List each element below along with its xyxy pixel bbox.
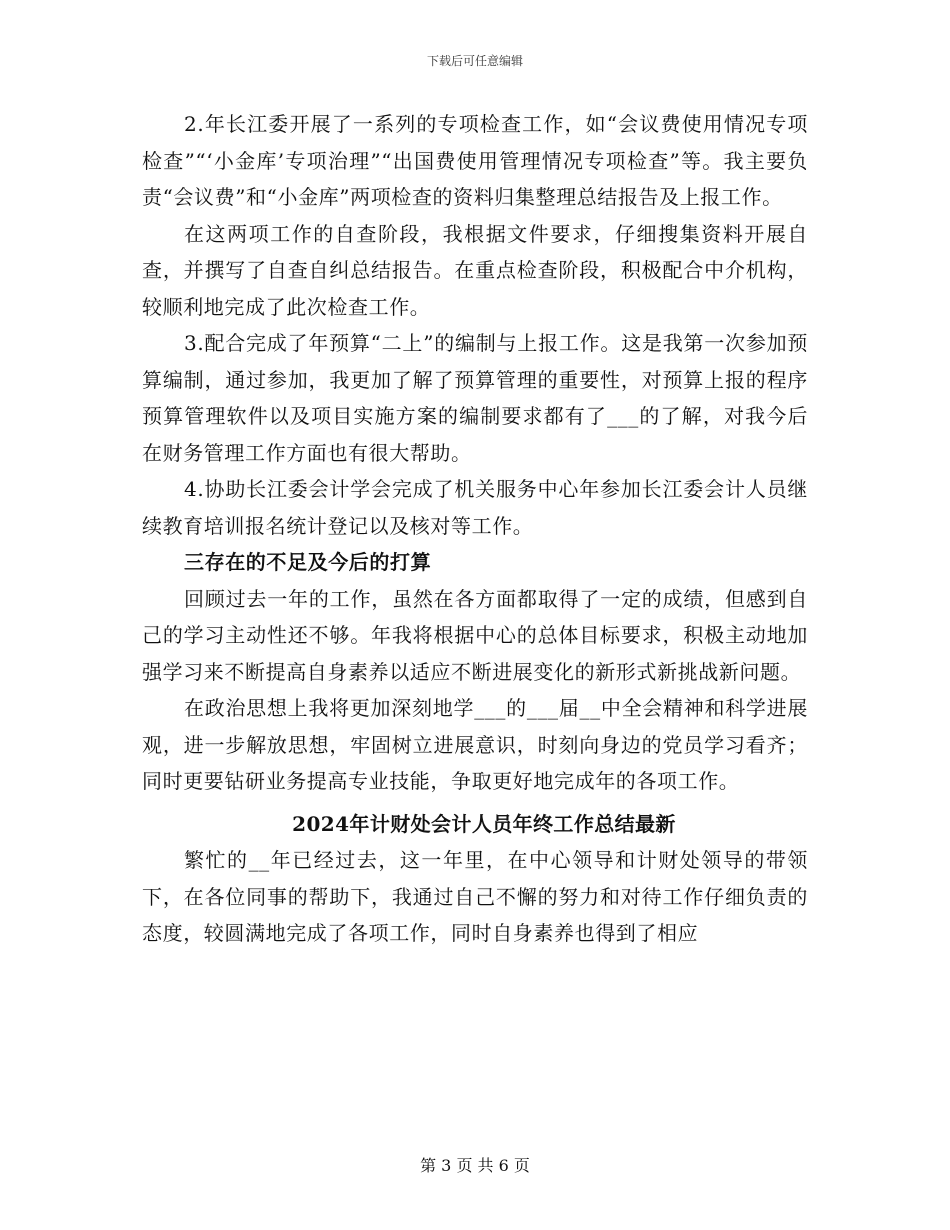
paragraph-review: 回顾过去一年的工作，虽然在各方面都取得了一定的成绩，但感到自己的学习主动性还不够。年我将根据中心的总体目标要求，积极主动地加强学习来不断提高自身素养以适应不断进展变化的新形式新挑战新问题。 xyxy=(142,586,808,684)
section-title-2024-summary: 2024年计财处会计人员年终工作总结最新 xyxy=(292,811,676,836)
paragraph-busy-year: 繁忙的__年已经过去，这一年里，在中心领导和计财处领导的带领下，在各位同事的帮助下，我通过自己不懈的努力和对待工作仔细负责的态度，较圆满地完成了各项工作，同时自身素养也得到了相应 xyxy=(142,848,808,945)
paragraph-item-2: 2.年长江委开展了一系列的专项检查工作，如“会议费使用情况专项检查”“‘小金库’专项治理”“出国费使用管理情况专项检查”等。我主要负责“会议费”和“小金库”两项检查的资料归集整理总结报告及上报工作。 xyxy=(142,112,808,209)
paragraph-item-3: 3.配合完成了年预算“二上”的编制与上报工作。这是我第一次参加预算编制，通过参加，我更加了解了预算管理的重要性，对预算上报的程序预算管理软件以及项目实施方案的编制要求都有了___的了解，对我今后在财务管理工作方面也有很大帮助。 xyxy=(142,331,808,465)
paragraph-self-check: 在这两项工作的自查阶段，我根据文件要求，仔细搜集资料开展自查，并撰写了自查自纠总结报告。在重点检查阶段，积极配合中介机构，较顺利地完成了此次检查工作。 xyxy=(142,221,808,319)
page-header: 下载后可任意编辑 xyxy=(426,54,523,68)
paragraph-political: 在政治思想上我将更加深刻地学___的___届__中全会精神和科学进展观，进一步解放思想，牢固树立进展意识，时刻向身边的党员学习看齐；同时更要钻研业务提高专业技能，争取更好地完成年的各项工作。 xyxy=(142,696,808,793)
page-number: 第 3 页 共 6 页 xyxy=(420,1156,530,1175)
document-body xyxy=(142,106,808,952)
paragraph-item-4: 4.协助长江委会计学会完成了机关服务中心年参加长江委会计人员继续教育培训报名统计登记以及核对等工作。 xyxy=(142,477,808,538)
section-heading-shortcomings: 三存在的不足及今后的打算 xyxy=(184,550,432,574)
